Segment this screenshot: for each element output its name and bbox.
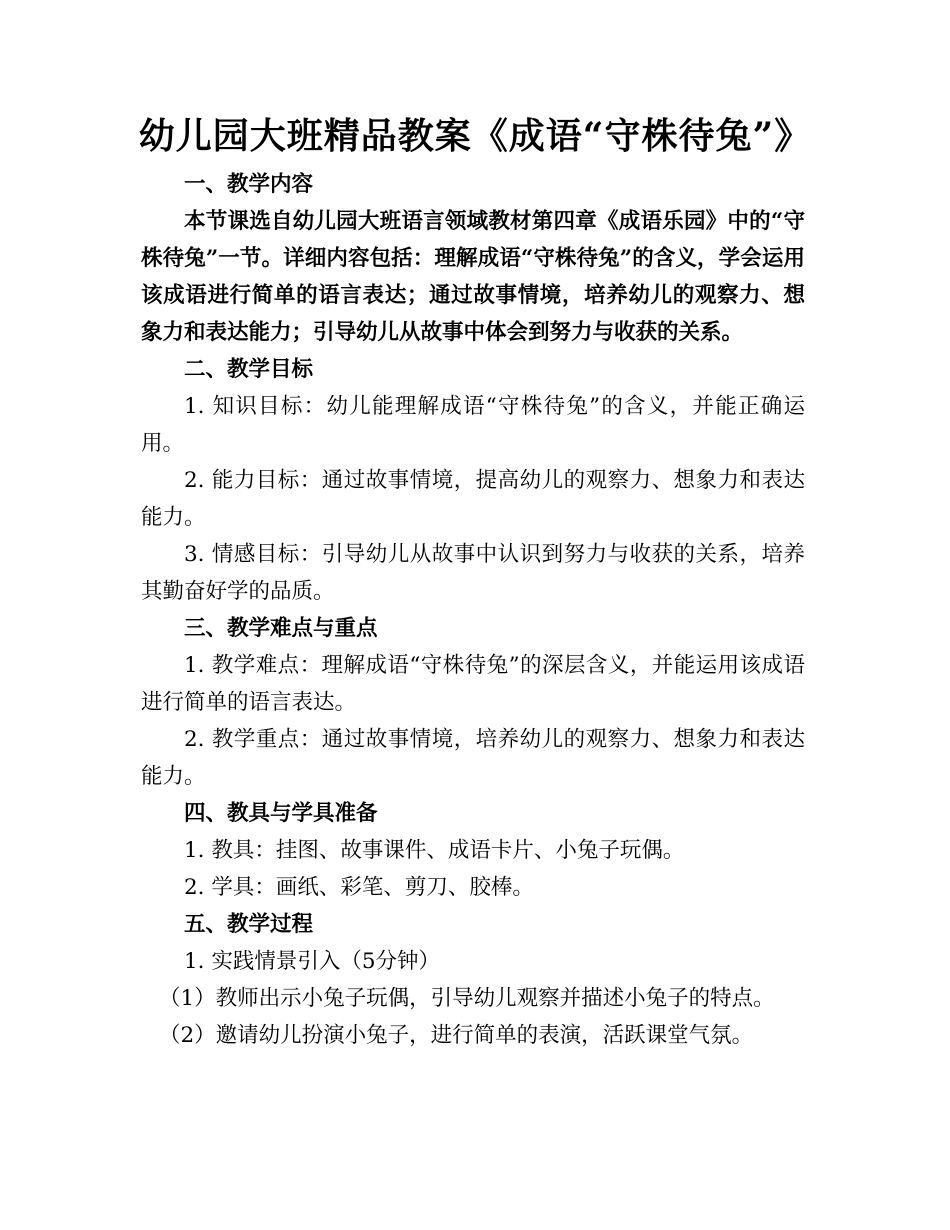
section-heading-content: 一、教学内容 [184, 172, 314, 197]
section-heading-process: 五、教学过程 [184, 912, 314, 937]
objective-knowledge: 1. 知识目标：幼儿能理解成语“守株待兔”的含义，并能正确运用。 [141, 394, 805, 456]
objective-ability: 2. 能力目标：通过故事情境，提高幼儿的观察力、想象力和表达能力。 [141, 468, 805, 530]
document-body [141, 166, 805, 1054]
teaching-aids-item: 1. 教具：挂图、故事课件、成语卡片、小兔子玩偶。 [184, 838, 685, 863]
objective-emotion: 3. 情感目标：引导幼儿从故事中认识到努力与收获的关系，培养其勤奋好学的品质。 [141, 542, 805, 604]
difficulty-item: 1. 教学难点：理解成语“守株待兔”的深层含义，并能运用该成语进行简单的语言表达。 [141, 653, 805, 715]
content-paragraph: 本节课选自幼儿园大班语言领域教材第四章《成语乐园》中的“守株待兔”一节。详细内容包括：理解成语“守株待兔”的含义，学会运用该成语进行简单的语言表达；通过故事情境，培养幼儿的观察力、想象力和表达能力；引导幼儿从故事中体会到努力与收获的关系。 [141, 209, 805, 345]
section-heading-objectives: 二、教学目标 [184, 357, 314, 382]
process-subitem: （1）教师出示小兔子玩偶，引导幼儿观察并描述小兔子的特点。 [159, 986, 775, 1011]
key-point-item: 2. 教学重点：通过故事情境，培养幼儿的观察力、想象力和表达能力。 [141, 727, 805, 789]
learning-aids-item: 2. 学具：画纸、彩笔、剪刀、胶棒。 [184, 875, 534, 900]
process-subitem: （2）邀请幼儿扮演小兔子，进行简单的表演，活跃课堂气氛。 [159, 1023, 754, 1048]
section-heading-materials: 四、教具与学具准备 [184, 801, 378, 826]
document-title: 幼儿园大班精品教案《成语“守株待兔”》 [138, 115, 812, 157]
process-step-item: 1. 实践情景引入（5分钟） [184, 949, 441, 974]
section-heading-difficulties: 三、教学难点与重点 [184, 616, 378, 641]
